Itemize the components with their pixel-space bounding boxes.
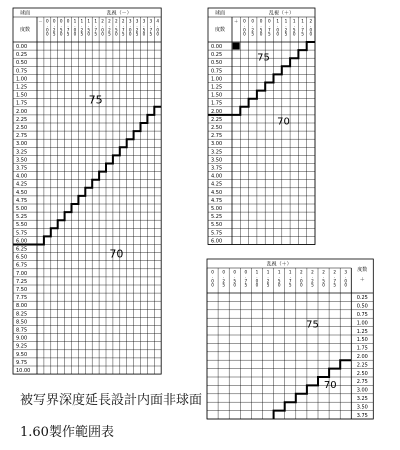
column-label: . (108, 22, 111, 28)
row-label: 1.00 (356, 320, 368, 327)
row-label: 4.25 (16, 181, 28, 188)
column-label: 1 (288, 269, 292, 275)
column-label: . (136, 22, 138, 28)
column-label: 0 (244, 269, 248, 275)
row-label: 4.25 (211, 181, 223, 188)
column-label: 0 (255, 282, 259, 288)
row-label: 3.75 (356, 412, 368, 419)
column-label: . (267, 273, 269, 279)
column-label: . (243, 22, 246, 28)
column-label: 1 (73, 18, 77, 24)
column-label: . (268, 22, 271, 28)
column-label: 5 (80, 31, 84, 37)
column-label: 1 (292, 18, 296, 24)
column-label: 5 (233, 278, 237, 284)
column-label: 5 (292, 27, 296, 33)
row-label: 4.75 (16, 197, 28, 204)
row-label: 6.75 (16, 262, 28, 269)
column-label: 7 (94, 27, 97, 33)
column-label: . (276, 22, 279, 28)
column-label: . (256, 273, 258, 279)
row-label: 0.25 (16, 52, 28, 59)
row-label: 9.25 (16, 343, 28, 350)
column-label: . (300, 273, 303, 279)
column-label: 1 (255, 269, 259, 275)
column-label: 0 (66, 18, 70, 24)
row-label: 3.25 (16, 149, 28, 156)
column-label: . (53, 22, 55, 28)
column-label: . (60, 22, 62, 28)
column-label: 0 (101, 27, 104, 33)
column-label: . (129, 22, 131, 28)
row-label: 4.00 (211, 173, 223, 180)
column-label: 3 (142, 18, 146, 24)
row-label: 0.25 (356, 295, 368, 302)
region-lower-label: 70 (323, 379, 337, 391)
region-upper-label: 75 (88, 93, 103, 107)
column-label: 7 (333, 278, 336, 284)
column-label: . (94, 22, 97, 28)
column-label: 0 (276, 27, 279, 33)
column-label: . (74, 22, 76, 28)
column-label: 5 (322, 278, 325, 284)
region-lower-label: 70 (109, 247, 124, 261)
column-label: 4 (156, 18, 160, 24)
column-label: 3 (128, 18, 132, 24)
column-label: 0 (73, 27, 77, 33)
column-label: . (252, 22, 254, 28)
row-label: 3.75 (16, 165, 28, 172)
filled-cell (233, 43, 240, 50)
column-label: 5 (222, 282, 225, 288)
row-label: 2.00 (16, 108, 28, 115)
chart-plus-cylinder (208, 8, 315, 245)
column-label: 5 (284, 31, 288, 37)
column-label: 0 (233, 269, 237, 275)
row-label: 2.75 (356, 379, 368, 386)
column-label: 2 (251, 27, 255, 33)
caption-title: 被写界深度延長設計内面非球面 (20, 393, 203, 408)
column-label: . (234, 273, 236, 279)
column-label: 5 (268, 31, 271, 37)
row-label: 6.25 (16, 246, 28, 253)
row-label: 6.50 (16, 254, 28, 261)
column-label: 0 (59, 31, 63, 37)
row-label: 4.50 (16, 189, 28, 196)
column-label: . (157, 22, 159, 28)
row-label: 1.75 (356, 345, 368, 352)
row-label: 5.00 (211, 206, 223, 212)
column-label: 2 (322, 269, 325, 275)
row-label: 9.00 (16, 335, 28, 342)
column-label: 0 (322, 282, 325, 288)
row-label: 0.50 (16, 60, 28, 67)
column-label: 0 (128, 31, 132, 37)
row-label: 8.00 (16, 303, 28, 310)
column-label: 0 (222, 269, 225, 275)
column-label: 2 (222, 278, 225, 284)
column-label: 0 (243, 18, 246, 24)
column-label: 7 (66, 27, 70, 33)
column-label: 1 (266, 269, 270, 275)
row-label: 0.25 (211, 52, 223, 59)
column-label: . (245, 273, 247, 279)
chart-plus-cylinder-transposed (207, 259, 373, 419)
column-label: 1 (94, 18, 97, 24)
column-label: 2 (135, 27, 139, 33)
row-label: 2.00 (211, 108, 223, 115)
row-label: 3.75 (211, 165, 223, 172)
row-label: 0.75 (211, 68, 223, 75)
row-label: 3.50 (211, 157, 223, 164)
row-label: 2.50 (16, 125, 28, 131)
column-label: . (115, 22, 118, 28)
row-label: 0.50 (356, 303, 368, 310)
header-left: 球面 (19, 10, 31, 17)
column-label: 1 (284, 18, 288, 24)
column-label: . (81, 22, 83, 28)
column-label: . (122, 22, 124, 28)
column-label: 1 (276, 18, 279, 24)
region-upper-label: 75 (306, 319, 319, 331)
column-label: 2 (101, 18, 104, 24)
column-label: 2 (311, 278, 314, 284)
column-label: 5 (259, 27, 263, 33)
column-label: . (88, 22, 90, 28)
column-label: 2 (284, 27, 288, 33)
column-label: 7 (121, 27, 125, 33)
row-label: 5.00 (16, 206, 28, 212)
row-label: 3.25 (211, 149, 223, 156)
column-label: 2 (115, 18, 118, 24)
row-label: 1.50 (211, 92, 223, 99)
column-label: 5 (59, 27, 63, 33)
row-label: 4.50 (211, 189, 223, 196)
column-label: 1 (87, 18, 91, 24)
column-label: 5 (266, 282, 270, 288)
header-left: 球面 (214, 10, 226, 17)
column-label: 0 (259, 18, 263, 24)
row-label: 5.75 (211, 230, 223, 237)
column-label: 0 (211, 282, 214, 288)
row-label: 0.50 (211, 60, 223, 67)
row-label: 7.50 (16, 287, 28, 293)
column-label: 0 (115, 31, 118, 37)
column-label: 0 (46, 31, 49, 37)
column-label: 0 (73, 31, 77, 37)
column-label: 0 (251, 18, 255, 24)
column-label: 0 (59, 18, 63, 24)
column-label: 0 (300, 282, 303, 288)
column-label: 7 (301, 27, 304, 33)
column-label: 3 (135, 18, 139, 24)
column-label: 0 (87, 31, 91, 37)
right-header: 度数 (357, 267, 368, 273)
column-label: 2 (300, 269, 303, 275)
column-label: 0 (292, 31, 296, 37)
column-label: 5 (149, 31, 153, 37)
column-label: . (333, 273, 336, 279)
boundary-staircase (13, 107, 161, 245)
row-label: 2.25 (211, 116, 223, 123)
column-label: 2 (266, 278, 270, 284)
column-label: 5 (94, 31, 97, 37)
row-label: 2.00 (356, 354, 368, 360)
row-label: 0.00 (16, 44, 28, 50)
column-label: 0 (309, 31, 313, 37)
row-label: 3.50 (16, 157, 28, 164)
column-label: 3 (149, 18, 153, 24)
row-label-header: 度数 (19, 27, 31, 33)
column-label: 5 (277, 278, 281, 284)
row-label: 3.25 (356, 396, 368, 402)
row-label: 3.50 (356, 404, 368, 411)
row-label: 3.00 (16, 141, 28, 148)
column-label: 0 (276, 31, 279, 37)
column-label: 0 (46, 27, 49, 33)
region-lower-label: 70 (277, 116, 290, 128)
column-label: 0 (277, 282, 281, 288)
boundary-staircase (274, 360, 352, 419)
column-label: 1 (301, 18, 304, 24)
column-label: 5 (115, 27, 118, 33)
row-label: 2.75 (16, 133, 28, 140)
column-label: 5 (52, 31, 56, 37)
table-border (13, 8, 161, 374)
row-label: 2.50 (211, 125, 223, 131)
column-label: 5 (121, 31, 125, 37)
region-upper-label: 75 (257, 52, 270, 64)
row-label: 0.75 (356, 312, 368, 318)
row-label: 7.00 (16, 270, 28, 277)
caption-subtitle: 1.60製作範囲表 (20, 425, 114, 440)
row-label: 10.00 (16, 368, 31, 374)
column-label: 3 (344, 269, 348, 275)
column-label: 5 (66, 31, 70, 37)
column-label: . (150, 22, 152, 28)
header-group: 乱視（－） (106, 10, 132, 17)
row-label: 1.25 (211, 84, 223, 91)
row-label: 7.75 (16, 295, 28, 302)
column-label: . (345, 273, 347, 279)
column-label: ＋ (234, 18, 239, 24)
row-label: 4.75 (211, 197, 223, 204)
column-label: 0 (211, 269, 214, 275)
column-label: 5 (301, 31, 304, 37)
column-label: 5 (135, 31, 139, 37)
row-label: 1.00 (211, 76, 223, 83)
column-label: . (222, 273, 225, 279)
column-label: 0 (46, 18, 49, 24)
column-label: . (260, 22, 262, 28)
column-label: 1 (80, 18, 84, 24)
row-label: 8.25 (16, 311, 28, 318)
column-label: 5 (333, 282, 336, 288)
chart-minus-cylinder (13, 8, 161, 374)
column-label: 7 (244, 278, 248, 284)
row-label: 1.50 (16, 92, 28, 99)
column-label: 0 (300, 278, 303, 284)
row-label: 6.00 (16, 238, 28, 245)
column-label: 0 (128, 27, 132, 33)
column-label: 0 (255, 278, 259, 284)
column-label: 2 (80, 27, 84, 33)
row-label: 8.75 (16, 327, 28, 334)
column-label: 0 (52, 18, 56, 24)
row-label: 1.25 (356, 328, 368, 335)
column-label: 0 (309, 27, 313, 33)
column-label: 5 (244, 282, 248, 288)
header-group: 乱視（＋） (268, 10, 295, 17)
column-label: . (311, 273, 314, 279)
column-label: 7 (288, 278, 292, 284)
column-label: 2 (108, 18, 111, 24)
column-label: . (289, 273, 291, 279)
column-label: 7 (149, 27, 153, 33)
row-label: 6.00 (211, 238, 223, 245)
column-label: 5 (108, 31, 111, 37)
column-label: 0 (259, 31, 263, 37)
column-label: 0 (243, 27, 246, 33)
column-label: 0 (344, 278, 348, 284)
column-label: 0 (156, 31, 160, 37)
column-label: 5 (251, 31, 255, 37)
column-label: . (293, 22, 295, 28)
row-label: 1.75 (211, 100, 223, 107)
row-label: 5.25 (211, 214, 223, 221)
row-label: 2.50 (356, 370, 368, 377)
row-label: 9.50 (16, 351, 28, 358)
row-label: 2.25 (16, 116, 28, 123)
column-label: 0 (233, 282, 237, 288)
column-label: 0 (243, 31, 246, 37)
column-label: 0 (156, 27, 160, 33)
row-label: 9.75 (16, 359, 28, 366)
row-label: 5.50 (16, 222, 28, 229)
column-label: . (285, 22, 287, 28)
column-label: 7 (268, 27, 271, 33)
column-label: 0 (211, 278, 214, 284)
column-label: . (322, 273, 325, 279)
column-label: 2 (311, 269, 314, 275)
row-label-header: 度数 (214, 27, 226, 33)
column-label: . (143, 22, 145, 28)
row-label: 1.50 (356, 337, 368, 344)
column-label: . (46, 22, 49, 28)
column-label: 5 (142, 27, 146, 33)
row-label: 0.00 (211, 44, 223, 50)
row-label: 3.00 (356, 387, 368, 394)
column-label: 0 (101, 31, 104, 37)
column-label: . (211, 273, 214, 279)
column-label: . (278, 273, 280, 279)
row-label: 3.00 (211, 141, 223, 148)
column-label: 2 (333, 269, 336, 275)
row-label: 1.75 (16, 100, 28, 107)
row-label: 0.75 (16, 68, 28, 75)
column-label: － (38, 18, 43, 24)
row-label: 2.25 (356, 362, 368, 369)
table-border (208, 8, 315, 245)
right-sub: ＋ (359, 277, 365, 283)
row-label: 5.50 (211, 222, 223, 229)
row-label: 1.00 (16, 76, 28, 83)
row-label: 7.25 (16, 278, 28, 285)
column-label: . (101, 22, 104, 28)
row-label: 2.75 (211, 133, 223, 140)
column-label: 2 (309, 18, 313, 24)
column-label: 0 (268, 18, 271, 24)
column-label: 5 (288, 282, 292, 288)
row-label: 5.75 (16, 230, 28, 237)
column-label: 2 (108, 27, 111, 33)
column-label: 0 (142, 31, 146, 37)
row-label: 8.50 (16, 319, 28, 326)
column-label: 0 (344, 282, 348, 288)
column-label: 2 (121, 18, 125, 24)
row-label: 5.25 (16, 214, 28, 221)
row-label: 1.25 (16, 84, 28, 91)
column-label: . (310, 22, 312, 28)
column-label: . (67, 22, 69, 28)
header-group: 乱視（＋） (266, 261, 292, 268)
column-label: 5 (87, 27, 91, 33)
column-label: 1 (277, 269, 281, 275)
row-label: 4.00 (16, 173, 28, 180)
column-label: 2 (52, 27, 56, 33)
column-label: . (301, 22, 304, 28)
column-label: 5 (311, 282, 314, 288)
